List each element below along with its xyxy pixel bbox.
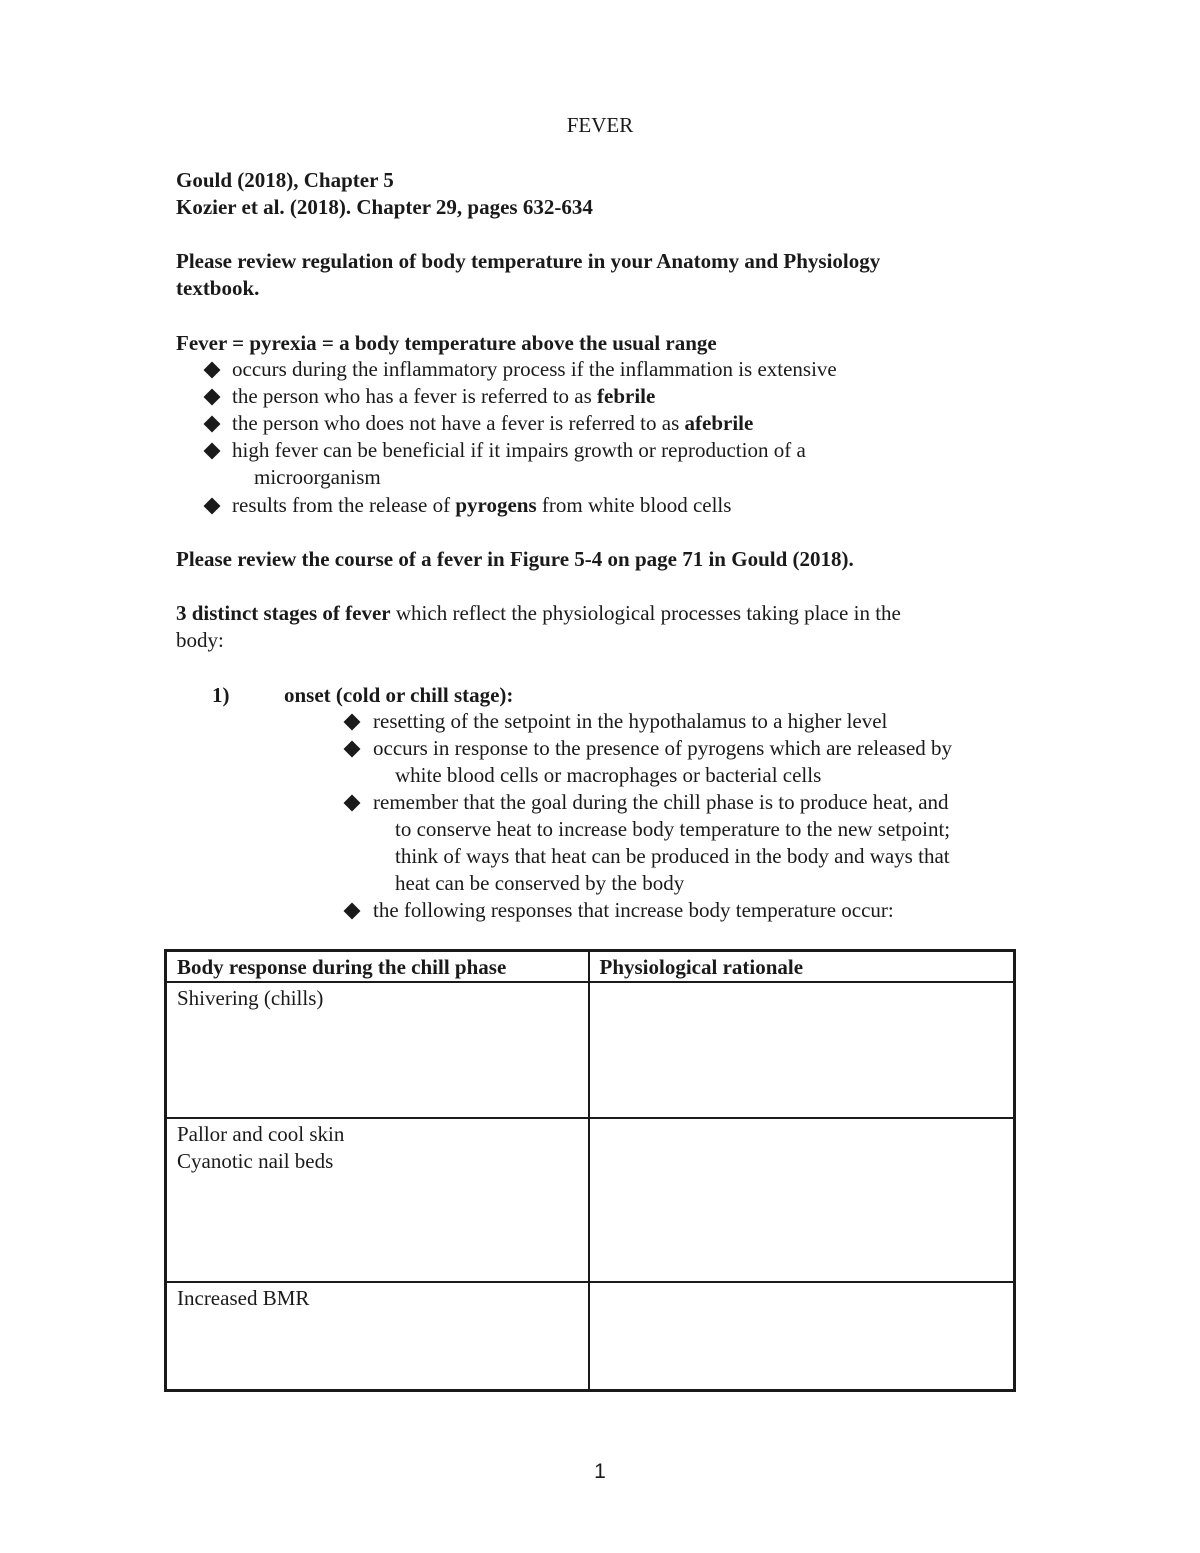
response-cell <box>166 982 589 1118</box>
stages-intro-text: which reflect the physiological processes taking place in the <box>390 601 901 625</box>
diamond-bullet-icon <box>204 498 221 515</box>
onset-bullet-1: resetting of the setpoint in the hypothalamus to a higher level <box>373 709 888 733</box>
diamond-bullet-icon <box>344 795 361 812</box>
diamond-bullet-icon <box>204 362 221 379</box>
response-text: Cyanotic nail beds <box>177 1149 334 1173</box>
response-text: Pallor and cool skin <box>177 1122 345 1146</box>
onset-bullet-2-line2: white blood cells or macrophages or bacterial cells <box>395 763 822 787</box>
onset-bullet-4: the following responses that increase body temperature occur: <box>373 898 894 922</box>
rationale-cell[interactable] <box>589 982 1015 1118</box>
stages-intro-line2: body: <box>176 628 224 652</box>
fever-bullet-3-text: the person who does not have a fever is referred to as <box>232 411 685 435</box>
page-number: 1 <box>594 1460 606 1483</box>
rationale-cell[interactable] <box>589 1118 1015 1282</box>
stages-intro-line1 <box>176 600 901 627</box>
term-afebrile: afebrile <box>684 411 754 435</box>
table-row <box>166 1282 1015 1391</box>
chill-phase-table <box>164 949 1016 1392</box>
fever-bullet-5 <box>232 492 731 519</box>
column-header-rationale: Physiological rationale <box>589 951 1015 983</box>
fever-bullet-2-text: the person who has a fever is referred to as <box>232 384 598 408</box>
fever-bullet-5-text: results from the release of <box>232 493 456 517</box>
rationale-cell[interactable] <box>589 1282 1015 1391</box>
onset-bullet-3-line2: to conserve heat to increase body temperature to the new setpoint; <box>395 817 951 841</box>
table-row <box>166 982 1015 1118</box>
diamond-bullet-icon <box>204 443 221 460</box>
onset-bullet-3-line3: think of ways that heat can be produced in the body and ways that <box>395 844 950 868</box>
response-text: Increased BMR <box>177 1286 310 1310</box>
reference-kozier: Kozier et al. (2018). Chapter 29, pages 632-634 <box>176 195 593 219</box>
review-note-line2: textbook. <box>176 276 260 300</box>
stage-heading: onset (cold or chill stage): <box>284 683 514 707</box>
term-febrile: febrile <box>597 384 656 408</box>
fever-bullet-5-text-end: from white blood cells <box>536 493 732 517</box>
response-text: Shivering (chills) <box>177 986 324 1010</box>
response-cell <box>166 1118 589 1282</box>
stages-intro-bold: 3 distinct stages of fever <box>176 601 391 625</box>
table-row <box>166 1118 1015 1282</box>
onset-bullet-3-line4: heat can be conserved by the body <box>395 871 685 895</box>
fever-bullet-1: occurs during the inflammatory process if the inflammation is extensive <box>232 357 837 381</box>
onset-bullet-3-line1: remember that the goal during the chill phase is to produce heat, and <box>373 790 949 814</box>
fever-bullet-3 <box>232 410 753 437</box>
term-pyrogens: pyrogens <box>455 493 537 517</box>
diamond-bullet-icon <box>344 741 361 758</box>
fever-bullet-4-line2: microorganism <box>254 465 381 489</box>
review-figure-note: Please review the course of a fever in Figure 5-4 on page 71 in Gould (2018). <box>176 547 854 571</box>
page-title: FEVER <box>566 113 634 137</box>
stage-number: 1) <box>212 683 230 707</box>
diamond-bullet-icon <box>204 389 221 406</box>
table-header-row <box>166 951 1015 983</box>
diamond-bullet-icon <box>344 903 361 920</box>
fever-bullet-2 <box>232 383 655 410</box>
onset-bullet-2-line1: occurs in response to the presence of pyrogens which are released by <box>373 736 953 760</box>
fever-bullet-4-line1: high fever can be beneficial if it impairs growth or reproduction of a <box>232 438 806 462</box>
fever-definition-heading: Fever = pyrexia = a body temperature above the usual range <box>176 331 717 355</box>
review-note-line1: Please review regulation of body temperature in your Anatomy and Physiology <box>176 249 881 273</box>
reference-gould: Gould (2018), Chapter 5 <box>176 168 394 192</box>
response-cell <box>166 1282 589 1391</box>
column-header-body-response: Body response during the chill phase <box>166 951 589 983</box>
diamond-bullet-icon <box>204 416 221 433</box>
diamond-bullet-icon <box>344 714 361 731</box>
